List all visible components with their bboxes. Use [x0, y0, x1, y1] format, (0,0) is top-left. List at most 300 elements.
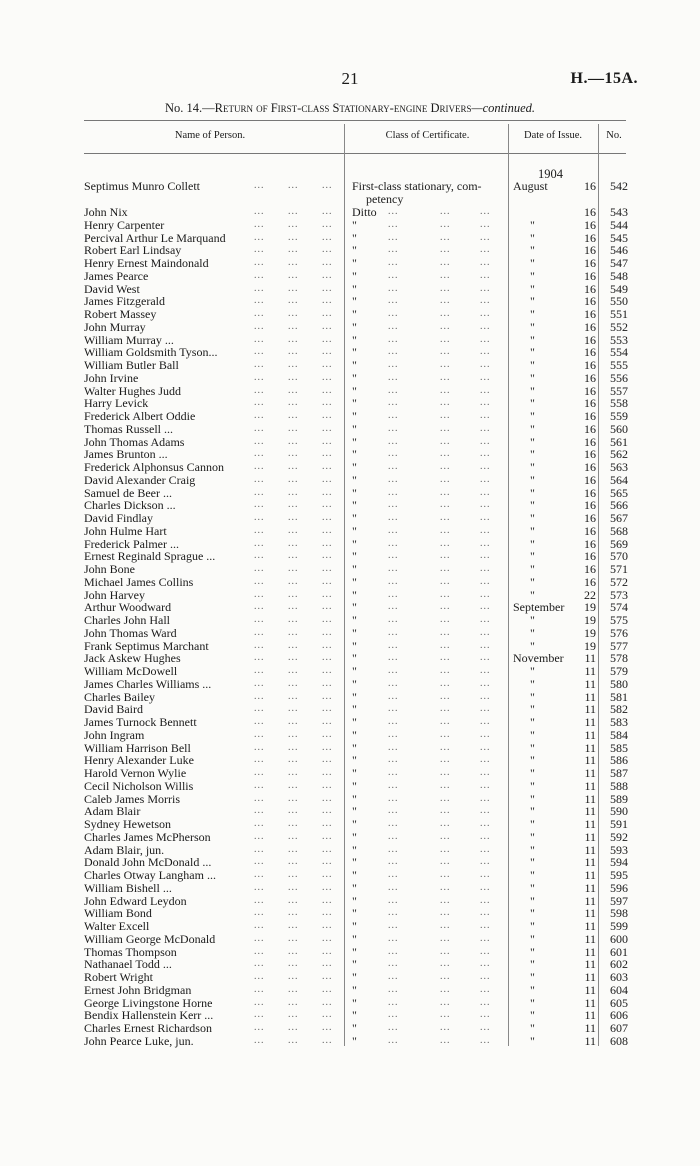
leader-dots: ... [388, 881, 399, 893]
leader-dots: ... [254, 728, 265, 740]
leader-dots: ... [388, 677, 399, 689]
certificate-class: " [352, 740, 357, 755]
certificate-number: 584 [610, 727, 628, 742]
leader-dots: ... [254, 231, 265, 243]
certificate-class: " [352, 638, 357, 653]
certificate-class: " [352, 753, 357, 768]
leader-dots: ... [480, 983, 491, 995]
certificate-number: 554 [610, 345, 628, 360]
leader-dots: ... [388, 499, 399, 511]
leader-dots: ... [288, 231, 299, 243]
issue-day: 16 [584, 256, 596, 270]
certificate-number: 585 [610, 740, 628, 755]
person-name: Walter Excell [84, 919, 150, 933]
leader-dots: ... [480, 308, 491, 319]
certificate-class: " [352, 600, 357, 615]
issue-month: " [530, 523, 535, 538]
leader-dots: ... [388, 754, 399, 766]
leader-dots: ... [254, 359, 265, 370]
issue-month: " [530, 1033, 535, 1048]
leader-dots: ... [254, 971, 265, 982]
issue-day: 16 [584, 409, 596, 423]
person-name: Frederick Alphonsus Cannon [84, 460, 224, 474]
leader-dots: ... [288, 308, 299, 319]
leader-dots: ... [254, 473, 265, 485]
leader-dots: ... [480, 996, 491, 1008]
leader-dots: ... [440, 703, 451, 715]
leader-dots: ... [288, 792, 299, 804]
leader-dots: ... [322, 1034, 333, 1046]
table-row [0, 920, 700, 933]
person-name: David Findlay [84, 511, 153, 525]
leader-dots: ... [440, 346, 451, 358]
leader-dots: ... [254, 308, 265, 319]
column-header-date: Date of Issue. [523, 130, 583, 141]
leader-dots: ... [254, 767, 265, 778]
issue-month: " [530, 447, 535, 462]
issue-day: 16 [584, 370, 596, 385]
table-row [0, 308, 700, 321]
person-name: Bendix Hallenstein Kerr ... [84, 1008, 214, 1023]
issue-month: " [530, 893, 535, 908]
leader-dots: ... [480, 346, 491, 358]
leader-dots: ... [254, 920, 265, 931]
leader-dots: ... [388, 830, 399, 842]
leader-dots: ... [288, 728, 299, 740]
issue-month: " [530, 817, 535, 831]
certificate-class: " [352, 358, 357, 372]
certificate-class: " [352, 727, 357, 742]
person-name: William Bond [84, 906, 152, 921]
certificate-number: 607 [610, 1021, 628, 1035]
leader-dots: ... [288, 818, 299, 829]
person-name: William George McDonald [84, 931, 216, 946]
leader-dots: ... [288, 996, 299, 1008]
leader-dots: ... [288, 524, 299, 536]
certificate-number: 606 [610, 1008, 628, 1023]
leader-dots: ... [440, 461, 451, 472]
leader-dots: ... [322, 588, 333, 600]
person-name: Harold Vernon Wylie [84, 766, 187, 780]
leader-dots: ... [388, 971, 399, 982]
leader-dots: ... [288, 588, 299, 600]
issue-day: 16 [584, 205, 596, 219]
issue-day: 19 [584, 600, 596, 615]
leader-dots: ... [480, 601, 491, 613]
certificate-class: " [352, 294, 357, 309]
leader-dots: ... [440, 971, 451, 982]
leader-dots: ... [322, 282, 333, 294]
leader-dots: ... [388, 614, 399, 625]
leader-dots: ... [480, 1034, 491, 1046]
leader-dots: ... [322, 371, 333, 383]
certificate-number: 594 [610, 855, 628, 870]
leader-dots: ... [388, 550, 399, 562]
person-name: Nathanael Todd ... [84, 957, 172, 972]
leader-dots: ... [388, 703, 399, 715]
leader-dots: ... [254, 601, 265, 613]
issue-month: " [530, 434, 535, 449]
issue-month: " [530, 613, 535, 627]
leader-dots: ... [440, 818, 451, 829]
table-body [0, 180, 700, 1048]
leader-dots: ... [388, 767, 399, 778]
leader-dots: ... [440, 244, 451, 256]
leader-dots: ... [254, 384, 265, 396]
leader-dots: ... [322, 665, 333, 676]
certificate-number: 548 [610, 268, 628, 283]
issue-day: 11 [584, 1033, 596, 1048]
leader-dots: ... [288, 461, 299, 472]
leader-dots: ... [440, 983, 451, 995]
leader-dots: ... [322, 805, 333, 817]
leader-dots: ... [254, 792, 265, 804]
issue-month: " [530, 268, 535, 283]
leader-dots: ... [322, 932, 333, 944]
leader-dots: ... [388, 435, 399, 447]
leader-dots: ... [254, 894, 265, 906]
issue-day: 16 [584, 345, 596, 360]
person-name: Michael James Collins [84, 574, 194, 589]
leader-dots: ... [322, 524, 333, 536]
leader-dots: ... [388, 894, 399, 906]
leader-dots: ... [440, 856, 451, 868]
leader-dots: ... [288, 843, 299, 855]
certificate-number: 572 [610, 574, 628, 589]
issue-day: 16 [584, 332, 596, 347]
issue-month: August [513, 179, 548, 193]
issue-day: 19 [584, 638, 596, 653]
leader-dots: ... [288, 295, 299, 307]
leader-dots: ... [480, 754, 491, 766]
certificate-class-continued: petency [366, 191, 404, 206]
certificate-class: " [352, 804, 357, 819]
person-name: Arthur Woodward [84, 600, 172, 615]
leader-dots: ... [388, 716, 399, 727]
leader-dots: ... [480, 537, 491, 549]
leader-dots: ... [254, 716, 265, 727]
leader-dots: ... [254, 996, 265, 1008]
issue-month: " [530, 702, 535, 717]
leader-dots: ... [288, 537, 299, 549]
leader-dots: ... [254, 333, 265, 345]
leader-dots: ... [322, 486, 333, 498]
leader-dots: ... [322, 894, 333, 906]
leader-dots: ... [388, 869, 399, 880]
certificate-class: First-class stationary, com- [352, 179, 482, 193]
table-row [0, 257, 700, 270]
issue-day: 11 [584, 1008, 596, 1023]
leader-dots: ... [388, 626, 399, 638]
issue-month: " [530, 753, 535, 768]
issue-month: " [530, 319, 535, 334]
certificate-class: " [352, 498, 357, 513]
leader-dots: ... [254, 665, 265, 676]
issue-month: " [530, 345, 535, 360]
leader-dots: ... [440, 843, 451, 855]
issue-day: 16 [584, 574, 596, 589]
certificate-class: " [352, 855, 357, 870]
leader-dots: ... [254, 320, 265, 332]
leader-dots: ... [322, 626, 333, 638]
issue-day: 16 [584, 460, 596, 474]
leader-dots: ... [254, 818, 265, 829]
certificate-class: " [352, 447, 357, 462]
leader-dots: ... [388, 371, 399, 383]
leader-dots: ... [480, 741, 491, 753]
issue-month: " [530, 549, 535, 564]
leader-dots: ... [388, 601, 399, 613]
leader-dots: ... [480, 881, 491, 893]
certificate-class: " [352, 613, 357, 627]
leader-dots: ... [322, 257, 333, 268]
leader-dots: ... [440, 830, 451, 842]
certificate-class: " [352, 319, 357, 334]
leader-dots: ... [388, 996, 399, 1008]
leader-dots: ... [440, 869, 451, 880]
leader-dots: ... [322, 843, 333, 855]
person-name: David Alexander Craig [84, 472, 196, 487]
leader-dots: ... [388, 639, 399, 651]
person-name: Ernest John Bridgman [84, 982, 192, 997]
issue-day: 16 [584, 217, 596, 232]
leader-dots: ... [480, 269, 491, 281]
leader-dots: ... [388, 907, 399, 919]
leader-dots: ... [388, 1009, 399, 1021]
leader-dots: ... [440, 448, 451, 460]
certificate-number: 608 [610, 1033, 628, 1048]
leader-dots: ... [440, 359, 451, 370]
certificate-class: " [352, 256, 357, 270]
table-row [0, 971, 700, 984]
person-name: John Ingram [84, 727, 145, 742]
leader-dots: ... [440, 295, 451, 307]
certificate-class: " [352, 536, 357, 551]
issue-month: " [530, 485, 535, 500]
leader-dots: ... [480, 244, 491, 256]
leader-dots: ... [288, 601, 299, 613]
leader-dots: ... [254, 244, 265, 256]
certificate-class: " [352, 944, 357, 959]
leader-dots: ... [288, 894, 299, 906]
leader-dots: ... [440, 231, 451, 243]
leader-dots: ... [440, 932, 451, 944]
certificate-number: 589 [610, 791, 628, 806]
certificate-class: " [352, 664, 357, 678]
leader-dots: ... [288, 626, 299, 638]
certificate-number: 593 [610, 842, 628, 857]
issue-day: 11 [584, 944, 596, 959]
person-name: Robert Wright [84, 970, 153, 984]
certificate-class: " [352, 766, 357, 780]
person-name: Charles Bailey [84, 689, 155, 704]
leader-dots: ... [440, 728, 451, 740]
certificate-number: 543 [610, 205, 628, 219]
leader-dots: ... [322, 218, 333, 230]
leader-dots: ... [480, 206, 491, 217]
certificate-class: " [352, 230, 357, 245]
leader-dots: ... [254, 639, 265, 651]
person-name: John Pearce Luke, jun. [84, 1033, 194, 1048]
certificate-number: 563 [610, 460, 628, 474]
leader-dots: ... [288, 983, 299, 995]
certificate-number: 551 [610, 307, 628, 321]
leader-dots: ... [322, 575, 333, 587]
leader-dots: ... [388, 333, 399, 345]
person-name: Caleb James Morris [84, 791, 180, 806]
leader-dots: ... [322, 422, 333, 434]
certificate-number: 555 [610, 358, 628, 372]
issue-day: 11 [584, 970, 596, 984]
leader-dots: ... [322, 206, 333, 217]
issue-month: " [530, 1021, 535, 1035]
leader-dots: ... [440, 894, 451, 906]
certificate-class: " [352, 1033, 357, 1048]
certificate-number: 586 [610, 753, 628, 768]
leader-dots: ... [254, 958, 265, 970]
table-row [0, 359, 700, 372]
certificate-number: 544 [610, 217, 628, 232]
person-name: John Bone [84, 562, 135, 576]
leader-dots: ... [480, 218, 491, 230]
leader-dots: ... [388, 945, 399, 957]
issue-day: 16 [584, 511, 596, 525]
leader-dots: ... [388, 588, 399, 600]
leader-dots: ... [288, 805, 299, 817]
leader-dots: ... [254, 881, 265, 893]
issue-day: 11 [584, 880, 596, 895]
certificate-class: " [352, 243, 357, 258]
table-number: No. 14.— [164, 101, 215, 115]
issue-month: " [530, 511, 535, 525]
person-name: Charles Otway Langham ... [84, 868, 216, 882]
leader-dots: ... [254, 830, 265, 842]
issue-day: 11 [584, 817, 596, 831]
person-name: James Fitzgerald [84, 294, 165, 309]
table-row [0, 882, 700, 895]
leader-dots: ... [480, 894, 491, 906]
issue-month: " [530, 995, 535, 1010]
certificate-class: " [352, 587, 357, 602]
leader-dots: ... [322, 754, 333, 766]
issue-day: 16 [584, 281, 596, 296]
certificate-number: 588 [610, 778, 628, 793]
leader-dots: ... [388, 244, 399, 256]
issue-month: " [530, 766, 535, 780]
leader-dots: ... [388, 473, 399, 485]
leader-dots: ... [288, 333, 299, 345]
leader-dots: ... [288, 741, 299, 753]
leader-dots: ... [254, 206, 265, 217]
certificate-number: 600 [610, 931, 628, 946]
leader-dots: ... [322, 869, 333, 880]
issue-month: " [530, 358, 535, 372]
certificate-number: 604 [610, 982, 628, 997]
leader-dots: ... [480, 575, 491, 587]
issue-day: 16 [584, 549, 596, 564]
certificate-class: " [352, 268, 357, 283]
person-name: Adam Blair, jun. [84, 842, 165, 857]
leader-dots: ... [288, 244, 299, 256]
table-title [0, 101, 700, 116]
certificate-number: 576 [610, 625, 628, 640]
table-title-text: Return of First-class Stationary-engine Drivers [214, 101, 472, 115]
leader-dots: ... [440, 639, 451, 651]
issue-month: " [530, 472, 535, 487]
person-name: Harry Levick [84, 396, 149, 411]
leader-dots: ... [254, 741, 265, 753]
leader-dots: ... [288, 856, 299, 868]
leader-dots: ... [254, 703, 265, 715]
leader-dots: ... [254, 257, 265, 268]
issue-month: " [530, 396, 535, 411]
leader-dots: ... [254, 779, 265, 791]
certificate-class: " [352, 460, 357, 474]
leader-dots: ... [440, 537, 451, 549]
person-name: John Edward Leydon [84, 893, 187, 908]
certificate-number: 579 [610, 664, 628, 678]
leader-dots: ... [440, 1022, 451, 1033]
certificate-number: 565 [610, 485, 628, 500]
leader-dots: ... [388, 461, 399, 472]
issue-day: 11 [584, 868, 596, 882]
leader-dots: ... [322, 996, 333, 1008]
certificate-number: 546 [610, 243, 628, 258]
leader-dots: ... [322, 792, 333, 804]
leader-dots: ... [288, 614, 299, 625]
certificate-number: 605 [610, 995, 628, 1010]
leader-dots: ... [288, 550, 299, 562]
leader-dots: ... [288, 397, 299, 409]
certificate-class: " [352, 970, 357, 984]
leader-dots: ... [480, 333, 491, 345]
leader-dots: ... [480, 767, 491, 778]
leader-dots: ... [388, 384, 399, 396]
person-name: James Turnock Bennett [84, 715, 197, 729]
issue-month: " [530, 778, 535, 793]
leader-dots: ... [322, 295, 333, 307]
issue-month: " [530, 574, 535, 589]
leader-dots: ... [388, 231, 399, 243]
certificate-class: " [352, 281, 357, 296]
table-row [0, 1035, 700, 1048]
leader-dots: ... [288, 677, 299, 689]
certificate-number: 569 [610, 536, 628, 551]
issue-day: 16 [584, 358, 596, 372]
leader-dots: ... [322, 741, 333, 753]
issue-day: 19 [584, 625, 596, 640]
leader-dots: ... [322, 333, 333, 345]
leader-dots: ... [288, 218, 299, 230]
leader-dots: ... [388, 575, 399, 587]
leader-dots: ... [254, 588, 265, 600]
issue-day: 16 [584, 562, 596, 576]
issue-month: " [530, 931, 535, 946]
issue-day: 11 [584, 919, 596, 933]
certificate-class: " [352, 511, 357, 525]
person-name: David West [84, 281, 140, 296]
person-name: Cecil Nicholson Willis [84, 778, 194, 793]
leader-dots: ... [288, 206, 299, 217]
person-name: John Irvine [84, 370, 139, 385]
person-name: William Goldsmith Tyson... [84, 345, 218, 360]
issue-month: " [530, 409, 535, 423]
leader-dots: ... [388, 856, 399, 868]
person-name: William Butler Ball [84, 358, 179, 372]
leader-dots: ... [322, 945, 333, 957]
issue-day: 11 [584, 893, 596, 908]
issue-day: 11 [584, 689, 596, 704]
